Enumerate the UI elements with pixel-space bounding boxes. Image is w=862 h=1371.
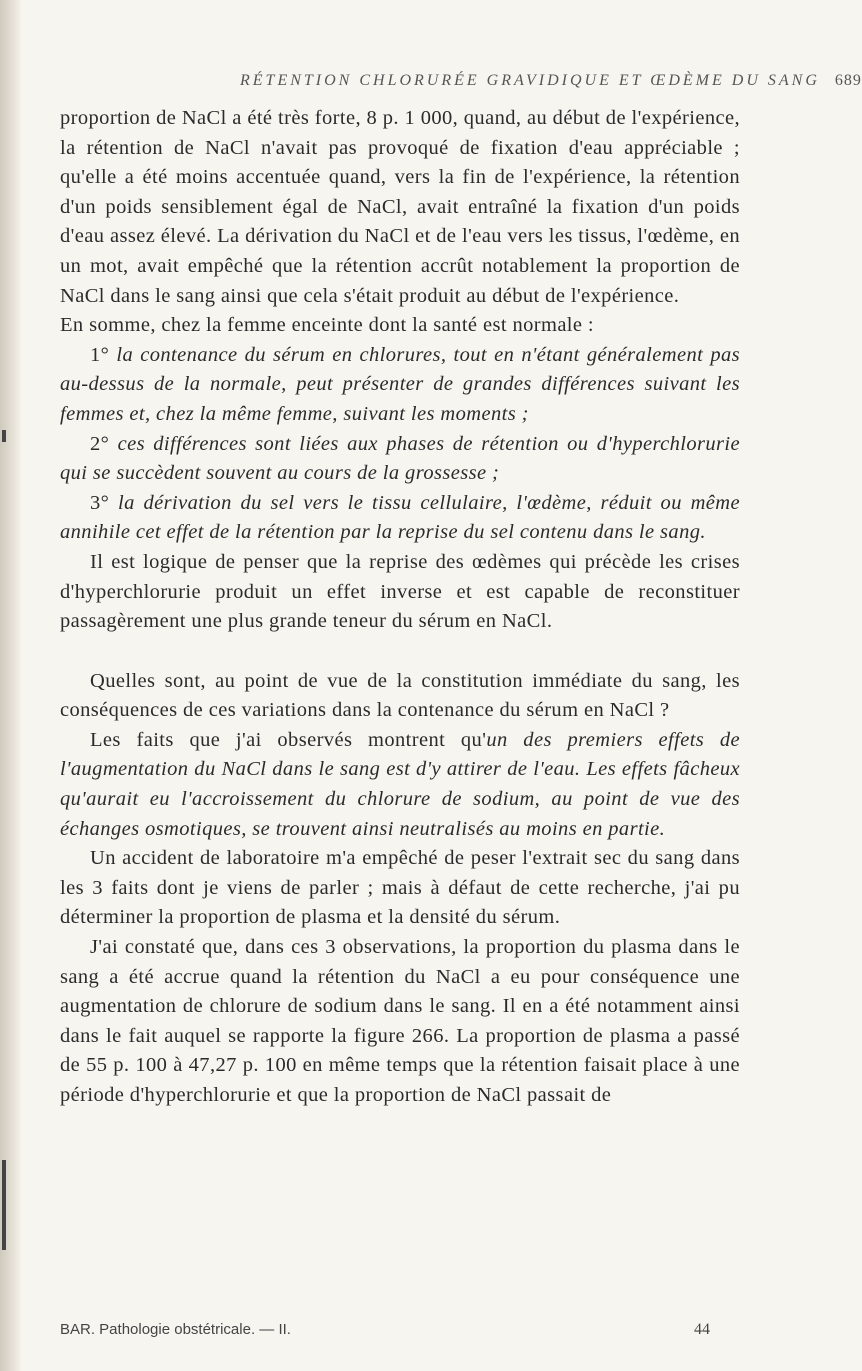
footer-book-title: BAR. Pathologie obstétricale. — II. bbox=[60, 1321, 291, 1338]
conclusion-list bbox=[60, 341, 740, 548]
paragraph: proportion de NaCl a été très forte, 8 p. 1 000, quand, au début de l'expérience, la rétention de NaCl n'avait pas provoqué de fixation d'eau appréciable ; qu'elle a été moins accentuée quand, vers la fin de l'expérience, la rétention d'un poids sensiblement égal de NaCl, avait entraîné la fixation d'un poids d'eau assez élevé. La dérivation du NaCl et de l'eau vers les tissus, l'œdème, en un mot, avait empêché que la rétention accrût notablement la proportion de NaCl dans le sang ainsi que cela s'était produit au début de l'expérience. bbox=[60, 107, 740, 307]
list-item: 3° la dérivation du sel vers le tissu cellulaire, l'œdème, réduit ou même annihile cet effet de la rétention par la reprise du sel contenu dans le sang. bbox=[60, 491, 740, 544]
page-footer bbox=[60, 1321, 740, 1339]
page-number: 689 bbox=[834, 72, 862, 89]
running-header bbox=[240, 72, 862, 90]
body-text bbox=[60, 104, 740, 1111]
paragraph: J'ai constaté que, dans ces 3 observations, la proportion du plasma dans le sang a été accrue quand la rétention du NaCl a eu pour conséquence une augmentation de chlorure de sodium dans le sang. Il en a été notamment ainsi dans le fait auquel se rapporte la figure 266. La proportion de plasma a passé de 55 p. 100 à 47,27 p. 100 en même temps que la rétention faisait place à une période d'hyperchlorurie et que la proportion de NaCl passait de bbox=[60, 936, 740, 1106]
book-page bbox=[60, 72, 862, 1111]
book-spine-shadow bbox=[0, 0, 22, 1371]
list-item: 1° la contenance du sérum en chlorures, tout en n'étant généralement pas au-dessus de la normale, peut présenter de grandes différences suivant les femmes et, chez la même femme, suivant les moments ; bbox=[60, 343, 741, 425]
list-item: 2° ces différences sont liées aux phases de rétention ou d'hyperchlorurie qui se succèdent souvent au cours de la grossesse ; bbox=[60, 432, 741, 485]
paragraph: Un accident de laboratoire m'a empêché de peser l'extrait sec du sang dans les 3 faits dont je viens de parler ; mais à défaut de cette recherche, j'ai pu déterminer la proportion de plasma et la densité du sérum. bbox=[60, 847, 740, 929]
paragraph: Quelles sont, au point de vue de la constitution immédiate du sang, les conséquences de ces variations dans la contenance du sérum en NaCl ? bbox=[60, 669, 740, 722]
paragraph: En somme, chez la femme enceinte dont la santé est normale : bbox=[60, 314, 595, 337]
paragraph: Il est logique de penser que la reprise des œdèmes qui précède les crises d'hyperchlorurie produit un effet inverse et est capable de reconstituer passagèrement une plus grande teneur du sérum en NaCl. bbox=[60, 550, 740, 633]
signature-mark: 44 bbox=[694, 1321, 710, 1338]
spine-mark bbox=[2, 1160, 6, 1250]
paragraph: Les faits que j'ai observés montrent qu'un des premiers effets de l'augmentation du NaCl dans le sang est d'y attirer de l'eau. Les effets fâcheux qu'aurait eu l'accroissement du chlorure de sodium, au point de vue des échanges osmotiques, se trouvent ainsi neutralisés au moins en partie. bbox=[60, 728, 740, 840]
spine-mark bbox=[2, 430, 6, 442]
section-gap bbox=[60, 637, 740, 667]
running-title: RÉTENTION CHLORURÉE GRAVIDIQUE ET ŒDÈME DU SANG bbox=[240, 72, 820, 89]
